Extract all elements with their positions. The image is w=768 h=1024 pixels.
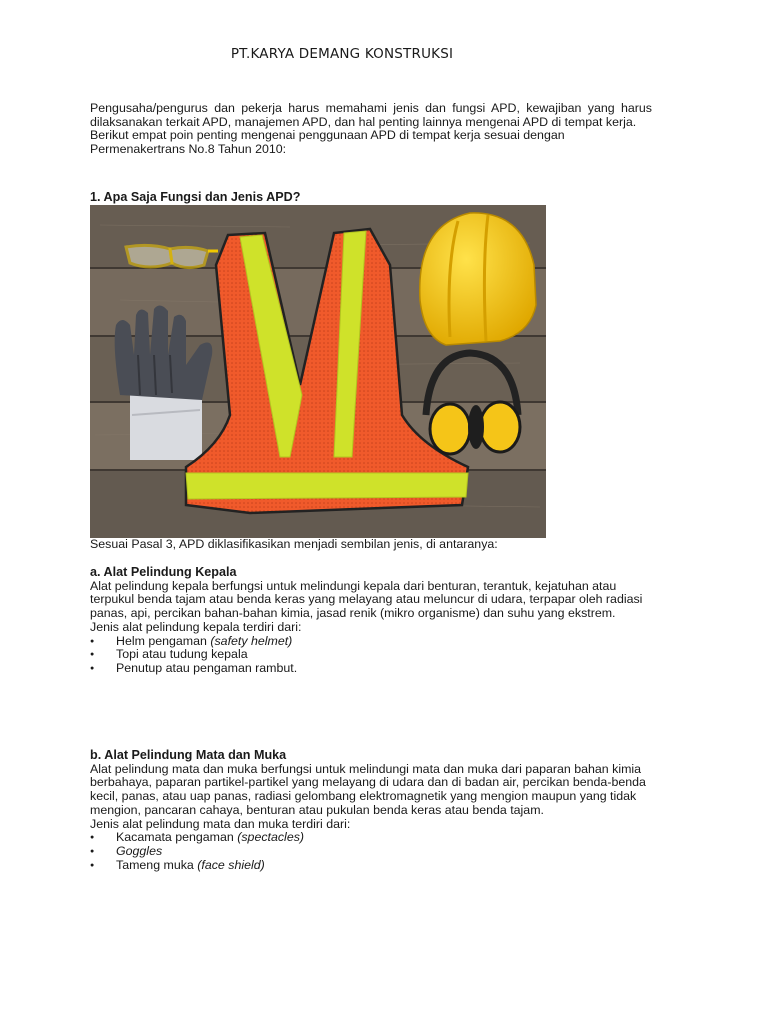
section-a-heading: a. Alat Pelindung Kepala <box>90 565 237 579</box>
document-title: PT.KARYA DEMANG KONSTRUKSI <box>230 46 454 62</box>
intro-paragraph-1: Pengusaha/pengurus dan pekerja harus memahami jenis dan fungsi APD, kewajiban yang harus dilaksanakan terkait APD, manajemen APD, dan hal penting lainnya mengenai APD di tempat kerja. <box>90 101 652 129</box>
section-b-heading: b. Alat Pelindung Mata dan Muka <box>90 748 287 762</box>
safety-glasses-icon <box>126 245 218 267</box>
section-b <box>90 749 652 872</box>
list-item: ● Penutup atau pengaman rambut. <box>90 662 652 676</box>
list-item: ● Helm pengaman (safety helmet) <box>90 635 652 649</box>
section-b-list-intro: Jenis alat pelindung mata dan muka terdiri dari: <box>90 816 351 831</box>
hard-hat-icon <box>420 213 536 345</box>
list-item: ● Tameng muka (face shield) <box>90 859 652 873</box>
section-b-list <box>90 831 652 872</box>
section-b-paragraph: Alat pelindung mata dan muka berfungsi untuk melindungi mata dan muka dari paparan bahan kimia berbahaya, paparan partikel-partikel yang melayang di udara dan di badan air, percikan benda-benda kecil, panas, atau uap panas, radiasi gelombang elektromagnetik yang mengion maupun yang tidak mengion, pancaran cahaya, benturan atau pukulan benda keras atau benda tajam. <box>90 761 646 817</box>
section-a-list <box>90 635 652 676</box>
section-a <box>90 566 652 676</box>
section-a-list-intro: Jenis alat pelindung kepala terdiri dari: <box>90 619 302 634</box>
classification-caption: Sesuai Pasal 3, APD diklasifikasikan menjadi sembilan jenis, di antaranya: <box>90 537 498 551</box>
list-item: ● Goggles <box>90 845 652 859</box>
list-item: ● Kacamata pengaman (spectacles) <box>90 831 652 845</box>
list-item: ● Topi atau tudung kepala <box>90 648 652 662</box>
intro-paragraph-2: Berikut empat poin penting mengenai penggunaan APD di tempat kerja sesuai dengan Permenakertrans No.8 Tahun 2010: <box>90 128 565 157</box>
section-a-paragraph: Alat pelindung kepala berfungsi untuk melindungi kepala dari benturan, terantuk, kejatuhan atau terpukul benda tajam atau benda keras yang melayang atau meluncur di udara, terpapar oleh radiasi panas, api, percikan bahan-bahan kimia, jasad renik (mikro organisme) dan suhu yang ekstrem. <box>90 578 643 621</box>
section-1-heading: 1. Apa Saja Fungsi dan Jenis APD? <box>90 190 301 204</box>
ppe-equipment-photo <box>90 205 546 538</box>
intro-section <box>90 102 652 157</box>
